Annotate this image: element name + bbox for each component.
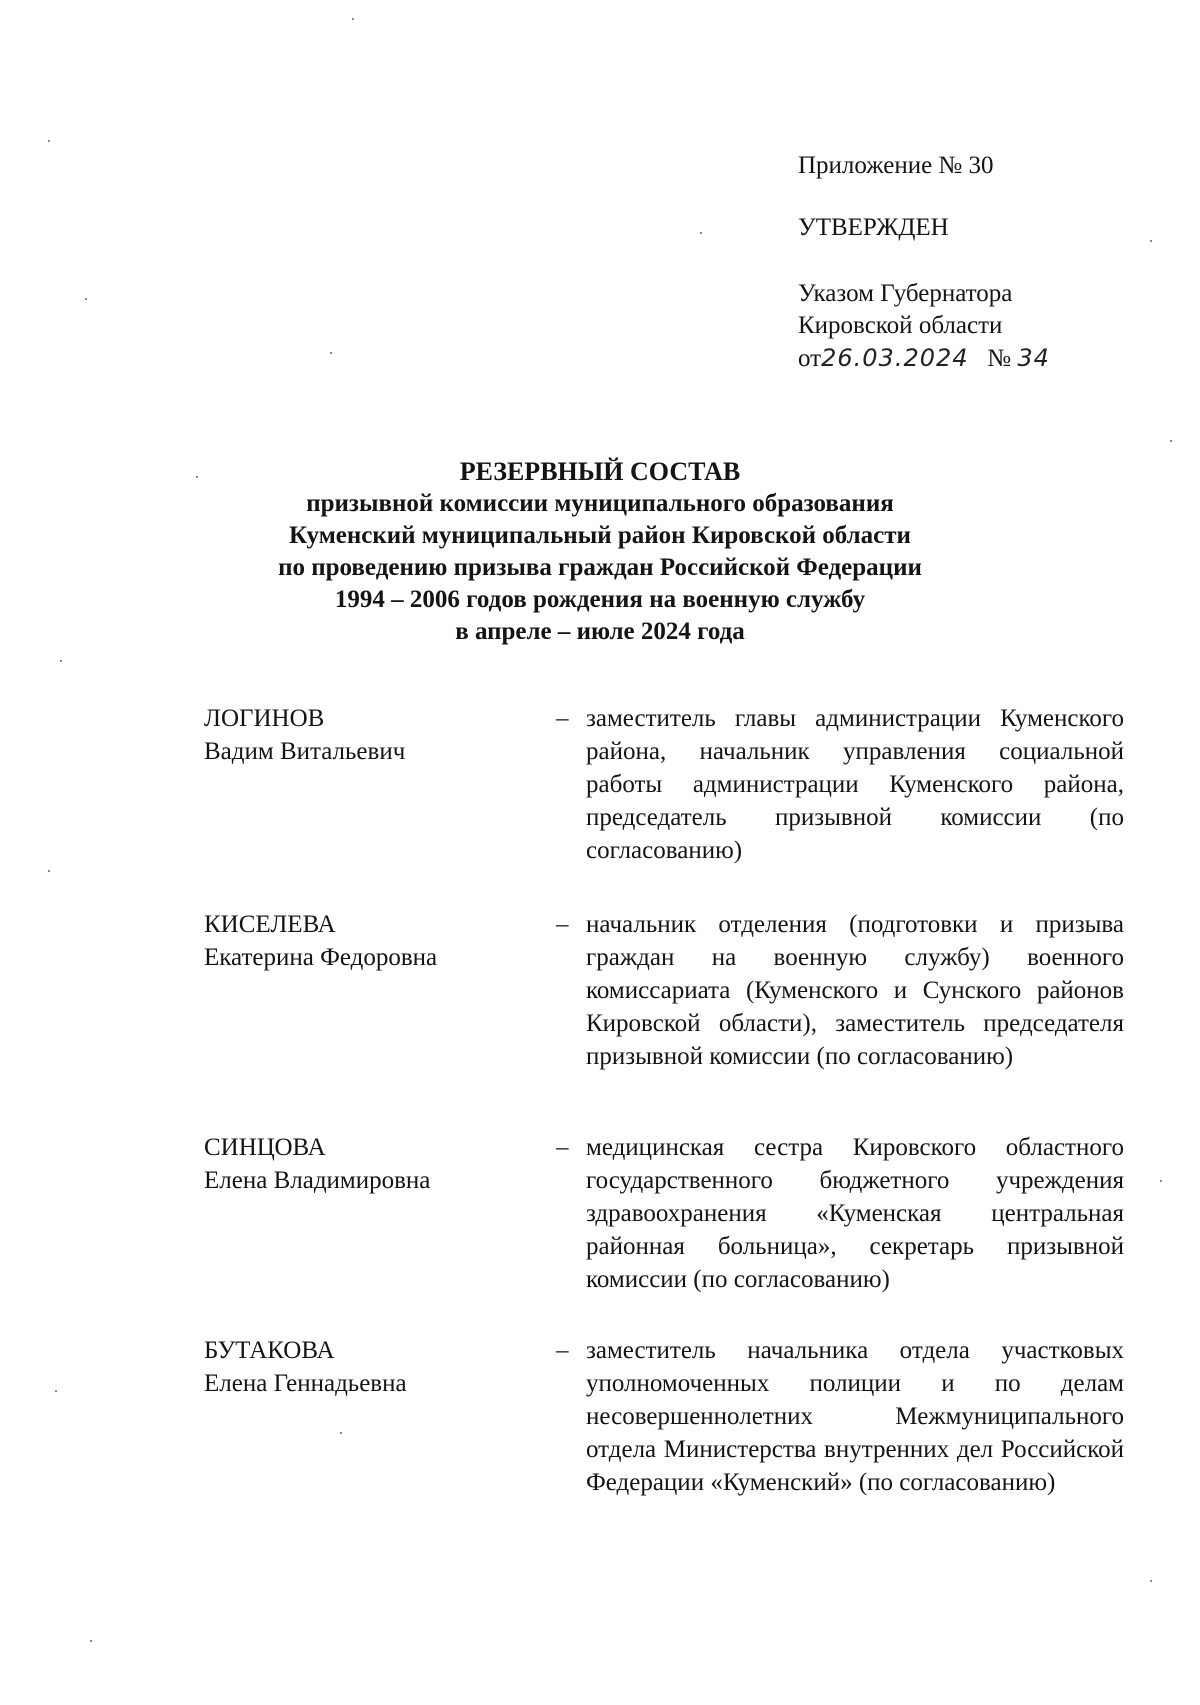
date-prefix: от [798,345,822,372]
number-prefix: № [987,345,1012,372]
member-dash: – [556,1134,569,1161]
appendix-label: Приложение № 30 [798,152,994,179]
member-given-names: Вадим Витальевич [204,738,406,765]
title-line-1: РЕЗЕРВНЫЙ СОСТАВ [459,457,741,486]
title-line-2: призывной комиссии муниципального образования [306,490,894,517]
member-role: заместитель начальника отдела участковых уполномоченных полиции и по делам несовершеннолетних Межмуниципального отдела Министерства внутренних дел Российской Федерации «Куменский» (по согласованию) [586,1337,1124,1496]
decree-date-line [798,342,1050,375]
scan-speck [1160,1180,1162,1182]
title-line-4: по проведению призыва граждан Российской Федерации [278,554,922,581]
member-name [204,1131,544,1197]
member-role: начальник отделения (подготовки и призыва граждан на военную службу) военного комиссариата (Куменского и Сунского районов Кировской области), заместитель председателя призывной комиссии (по согласованию) [586,911,1124,1070]
scan-speck [48,140,50,142]
scan-speck [196,476,198,478]
decree-reference [798,278,1050,375]
member-surname: СИНЦОВА [204,1134,326,1161]
member-dash: – [556,911,569,938]
scan-speck [1170,440,1172,442]
member-name [204,702,544,768]
approved-label: УТВЕРЖДЕН [798,214,949,241]
member-given-names: Елена Владимировна [204,1167,431,1194]
member-role: заместитель главы администрации Куменского района, начальник управления социальной работы администрации Куменского района, председатель призывной комиссии (по согласованию) [586,705,1124,864]
member-name [204,908,544,974]
scan-speck [700,232,702,234]
scan-speck [85,298,87,300]
member-role: медицинская сестра Кировского областного государственного бюджетного учреждения здравоохранения «Куменская центральная районная больница», секретарь призывной комиссии (по согласованию) [586,1134,1124,1293]
scan-speck [55,1390,57,1392]
scan-speck [1150,240,1152,242]
member-surname: КИСЕЛЕВА [204,911,336,938]
handwritten-date: 26.03.2024 [821,344,969,372]
scan-speck [340,1432,342,1434]
handwritten-number: 34 [1017,344,1050,372]
scan-speck [90,1640,92,1642]
title-line-3: Куменский муниципальный район Кировской области [289,522,911,549]
title-line-6: в апреле – июле 2024 года [455,618,745,645]
member-dash: – [556,705,569,732]
member-given-names: Екатерина Федоровна [204,944,438,971]
member-name [204,1334,544,1400]
scan-speck [330,352,332,354]
member-surname: БУТАКОВА [204,1337,335,1364]
document-title [0,456,1200,648]
decree-by-line-1: Указом Губернатора [798,280,1013,307]
decree-by-line-2: Кировской области [798,312,1003,339]
scan-speck [1150,1580,1152,1582]
member-surname: ЛОГИНОВ [204,705,325,732]
member-dash: – [556,1337,569,1364]
scan-speck [352,18,354,20]
member-given-names: Елена Геннадьевна [204,1370,407,1397]
approval-stamp-block [798,212,949,244]
title-line-5: 1994 – 2006 годов рождения на военную службу [334,586,866,613]
scan-speck [48,870,50,872]
scan-speck [60,660,62,662]
